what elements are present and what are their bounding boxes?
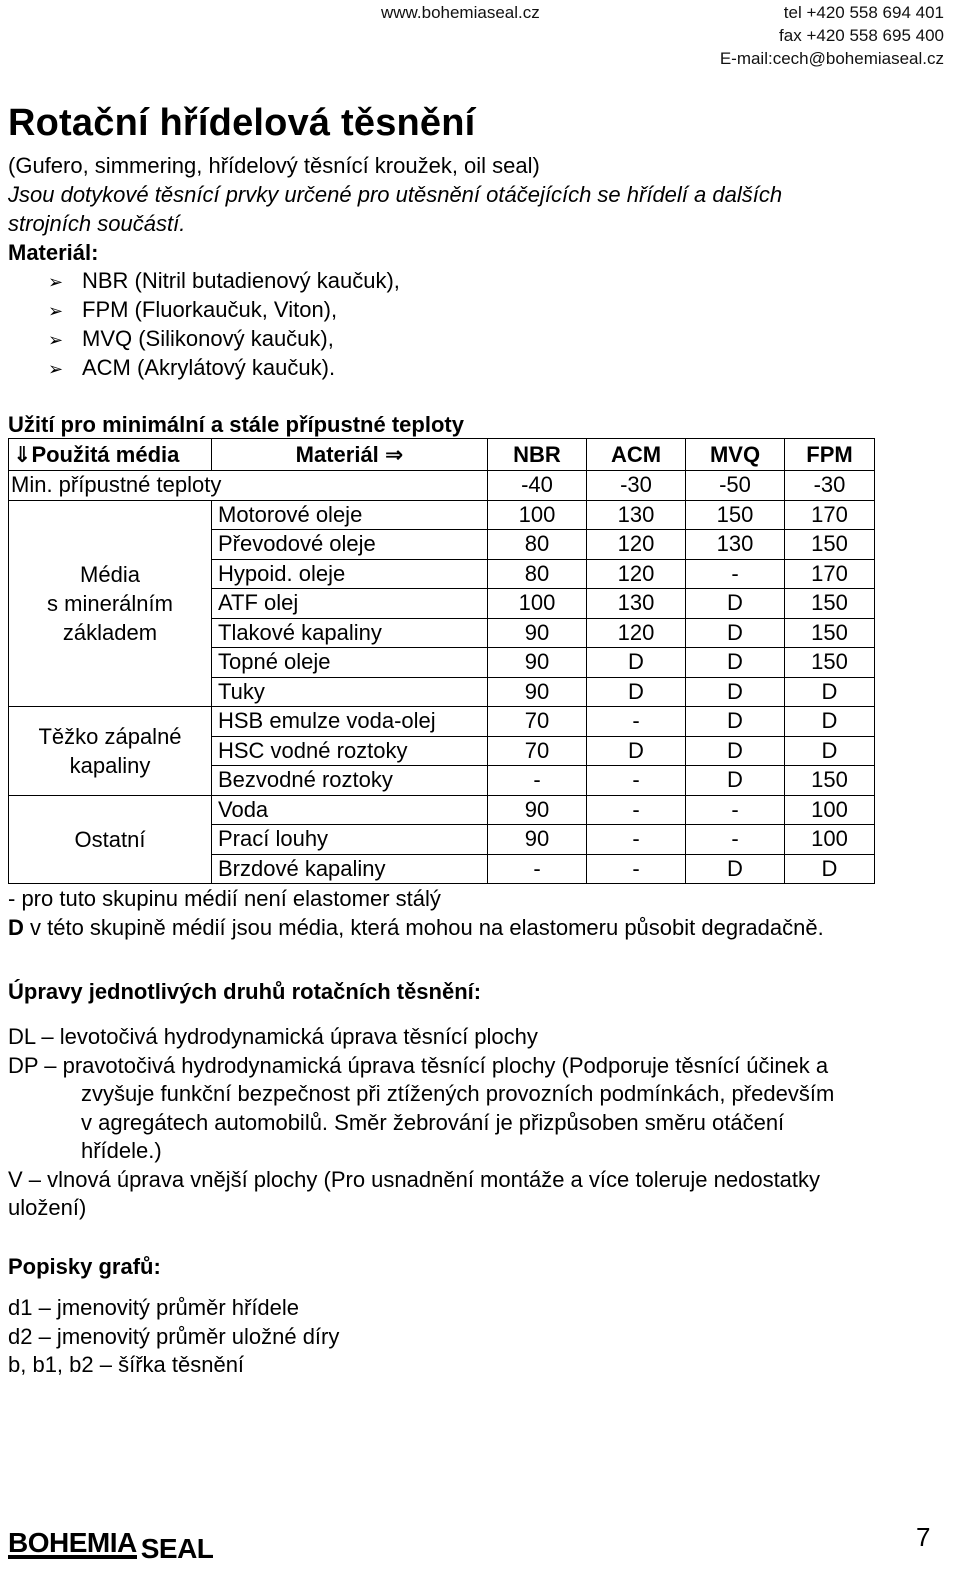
arrowhead-bullet-icon: ➢ xyxy=(48,272,64,292)
media-cell: Tuky xyxy=(212,677,488,707)
media-cell: ATF olej xyxy=(212,589,488,619)
table-cell: 150 xyxy=(785,530,875,560)
header-website[interactable]: www.bohemiaseal.cz xyxy=(381,3,540,22)
down-arrow-icon: ⇓ xyxy=(13,441,32,467)
material-item xyxy=(48,324,334,355)
table-cell: - xyxy=(587,707,686,737)
table-cell: 150 xyxy=(785,618,875,648)
material-item-label: MVQ (Silikonový kaučuk), xyxy=(82,326,334,351)
table-cell: -50 xyxy=(686,471,785,501)
table-cell: D xyxy=(686,707,785,737)
media-cell: Motorové oleje xyxy=(212,500,488,530)
table-cell: 130 xyxy=(686,530,785,560)
subtitle: (Gufero, simmering, hřídelový těsnící kroužek, oil seal) xyxy=(8,153,540,178)
table-cell: 100 xyxy=(488,500,587,530)
group-label-flame-resistant xyxy=(9,707,212,796)
table-cell: - xyxy=(587,766,686,796)
table-cell: 120 xyxy=(587,559,686,589)
table-cell: D xyxy=(587,648,686,678)
right-arrow-icon: ⇒ xyxy=(384,441,404,467)
table-row xyxy=(9,707,875,737)
table-cell: 80 xyxy=(488,559,587,589)
header-contact xyxy=(720,1,944,70)
material-item xyxy=(48,295,337,326)
table-cell: - xyxy=(587,795,686,825)
column-header: NBR xyxy=(488,439,587,471)
media-cell: Prací louhy xyxy=(212,825,488,855)
upravy-dp-line1: DP – pravotočivá hydrodynamická úprava těsnící plochy (Podporuje těsnící účinek a xyxy=(8,1052,829,1078)
media-cell: HSC vodné roztoky xyxy=(212,736,488,766)
arrowhead-bullet-icon: ➢ xyxy=(48,330,64,350)
table-row xyxy=(9,500,875,530)
media-cell: Hypoid. oleje xyxy=(212,559,488,589)
table-cell: - xyxy=(488,766,587,796)
table-cell: D xyxy=(686,589,785,619)
material-item-label: NBR (Nitril butadienový kaučuk), xyxy=(82,268,400,293)
table-cell: 100 xyxy=(785,795,875,825)
table-cell: -40 xyxy=(488,471,587,501)
group-label-line: s minerálním xyxy=(47,590,173,616)
material-item-label: ACM (Akrylátový kaučuk). xyxy=(82,355,336,380)
upravy-dl: DL – levotočivá hydrodynamická úprava těsnící plochy xyxy=(8,1024,538,1049)
table-cell: 150 xyxy=(686,500,785,530)
table-cell: 170 xyxy=(785,500,875,530)
table-cell: 150 xyxy=(785,589,875,619)
table-cell: D xyxy=(686,677,785,707)
header-email[interactable]: E-mail:cech@bohemiaseal.cz xyxy=(719,49,944,68)
header-tel: tel +420 558 694 401 xyxy=(783,3,944,22)
material-item xyxy=(48,266,400,297)
column-header: ACM xyxy=(587,439,686,471)
table-cell: 170 xyxy=(785,559,875,589)
table-cell: 120 xyxy=(587,530,686,560)
header-media-cell xyxy=(9,439,212,471)
logo-part-2: SEAL xyxy=(140,1533,214,1564)
table-cell: 130 xyxy=(587,500,686,530)
group-label-other xyxy=(9,795,212,884)
bohemia-seal-logo xyxy=(8,1527,214,1564)
header-fax: fax +420 558 695 400 xyxy=(779,26,944,45)
upravy-dp-line3: v agregátech automobilů. Směr žebrování je přizpůsoben směru otáčení xyxy=(81,1109,785,1135)
table-cell: 120 xyxy=(587,618,686,648)
table-cell: 70 xyxy=(488,736,587,766)
column-header: MVQ xyxy=(686,439,785,471)
page-number: 7 xyxy=(916,1522,931,1552)
header-media-label: Použitá média xyxy=(31,441,180,467)
description-line-1: Jsou dotykové těsnící prvky určené pro utěsnění otáčejících se hřídelí a dalších xyxy=(8,182,783,207)
table-header-row xyxy=(9,439,875,471)
note-dash: - pro tuto skupinu médií není elastomer stálý xyxy=(8,886,441,911)
popisky-item: d1 – jmenovitý průměr hřídele xyxy=(8,1295,300,1320)
min-temperature-row xyxy=(9,471,875,501)
table-cell: - xyxy=(686,795,785,825)
table-cell: 90 xyxy=(488,825,587,855)
temperature-table xyxy=(8,438,875,884)
arrowhead-bullet-icon: ➢ xyxy=(48,359,64,379)
table-cell: 100 xyxy=(488,589,587,619)
table-cell: - xyxy=(686,825,785,855)
note-d-marker: D xyxy=(8,915,24,940)
group-label-line: Těžko zápalné xyxy=(38,723,182,749)
upravy-heading: Úpravy jednotlivých druhů rotačních těsnění: xyxy=(8,979,482,1004)
table-cell: 80 xyxy=(488,530,587,560)
upravy-list xyxy=(8,1023,938,1223)
media-cell: Brzdové kapaliny xyxy=(212,854,488,884)
table-cell: -30 xyxy=(785,471,875,501)
table-cell: -30 xyxy=(587,471,686,501)
table-cell: D xyxy=(686,766,785,796)
table-cell: 90 xyxy=(488,648,587,678)
table-row xyxy=(9,795,875,825)
table-cell: D xyxy=(785,854,875,884)
upravy-v-line2: uložení) xyxy=(8,1195,87,1220)
upravy-dp-line4: hřídele.) xyxy=(81,1138,162,1163)
group-label-mineral xyxy=(9,500,212,707)
popisky-item: b, b1, b2 – šířka těsnění xyxy=(8,1352,245,1377)
material-heading: Materiál: xyxy=(8,240,99,265)
table-cell: D xyxy=(587,677,686,707)
table-cell: D xyxy=(785,707,875,737)
material-item-label: FPM (Fluorkaučuk, Viton), xyxy=(82,297,338,322)
popisky-list xyxy=(8,1294,938,1380)
table-cell: 90 xyxy=(488,795,587,825)
table-cell: - xyxy=(587,825,686,855)
group-label-line: Ostatní xyxy=(74,826,146,852)
table-cell: D xyxy=(686,736,785,766)
media-cell: HSB emulze voda-olej xyxy=(212,707,488,737)
media-cell: Topné oleje xyxy=(212,648,488,678)
popisky-item: d2 – jmenovitý průměr uložné díry xyxy=(8,1323,340,1349)
note-d xyxy=(8,914,824,943)
note-d-text: v této skupině médií jsou média, která mohou na elastomeru působit degradačně. xyxy=(23,915,824,940)
table-cell: D xyxy=(785,736,875,766)
table-cell: 100 xyxy=(785,825,875,855)
table-cell: D xyxy=(686,648,785,678)
table-cell: 70 xyxy=(488,707,587,737)
column-header: FPM xyxy=(785,439,875,471)
table-cell: 130 xyxy=(587,589,686,619)
table-cell: 150 xyxy=(785,766,875,796)
media-cell: Bezvodné roztoky xyxy=(212,766,488,796)
table-cell: 150 xyxy=(785,648,875,678)
upravy-dp-line2: zvyšuje funkční bezpečnost při ztížených provozních podmínkách, především xyxy=(81,1081,835,1106)
header-material-cell xyxy=(212,439,488,471)
table-cell: D xyxy=(587,736,686,766)
media-cell: Voda xyxy=(212,795,488,825)
min-temperature-label: Min. přípustné teploty xyxy=(9,471,488,501)
table-cell: - xyxy=(587,854,686,884)
upravy-v-line1: V – vlnová úprava vnější plochy (Pro usnadnění montáže a více toleruje nedostatky xyxy=(8,1166,821,1192)
logo-part-1: BOHEMIA xyxy=(8,1527,137,1558)
table-cell: 90 xyxy=(488,677,587,707)
table-cell: D xyxy=(686,854,785,884)
media-cell: Převodové oleje xyxy=(212,530,488,560)
table-heading: Užití pro minimální a stále přípustné teploty xyxy=(8,412,464,437)
group-label-line: kapaliny xyxy=(69,752,151,778)
header-material-label: Materiál xyxy=(295,441,379,467)
media-cell: Tlakové kapaliny xyxy=(212,618,488,648)
table-cell: - xyxy=(686,559,785,589)
popisky-heading: Popisky grafů: xyxy=(8,1254,161,1279)
description-line-2: strojních součástí. xyxy=(8,211,186,236)
group-label-line: Média xyxy=(80,561,140,587)
page-title: Rotační hřídelová těsnění xyxy=(8,102,476,144)
arrowhead-bullet-icon: ➢ xyxy=(48,301,64,321)
material-item xyxy=(48,353,335,384)
group-label-line: základem xyxy=(62,619,158,645)
table-cell: - xyxy=(488,854,587,884)
table-cell: 90 xyxy=(488,618,587,648)
table-cell: D xyxy=(785,677,875,707)
table-cell: D xyxy=(686,618,785,648)
